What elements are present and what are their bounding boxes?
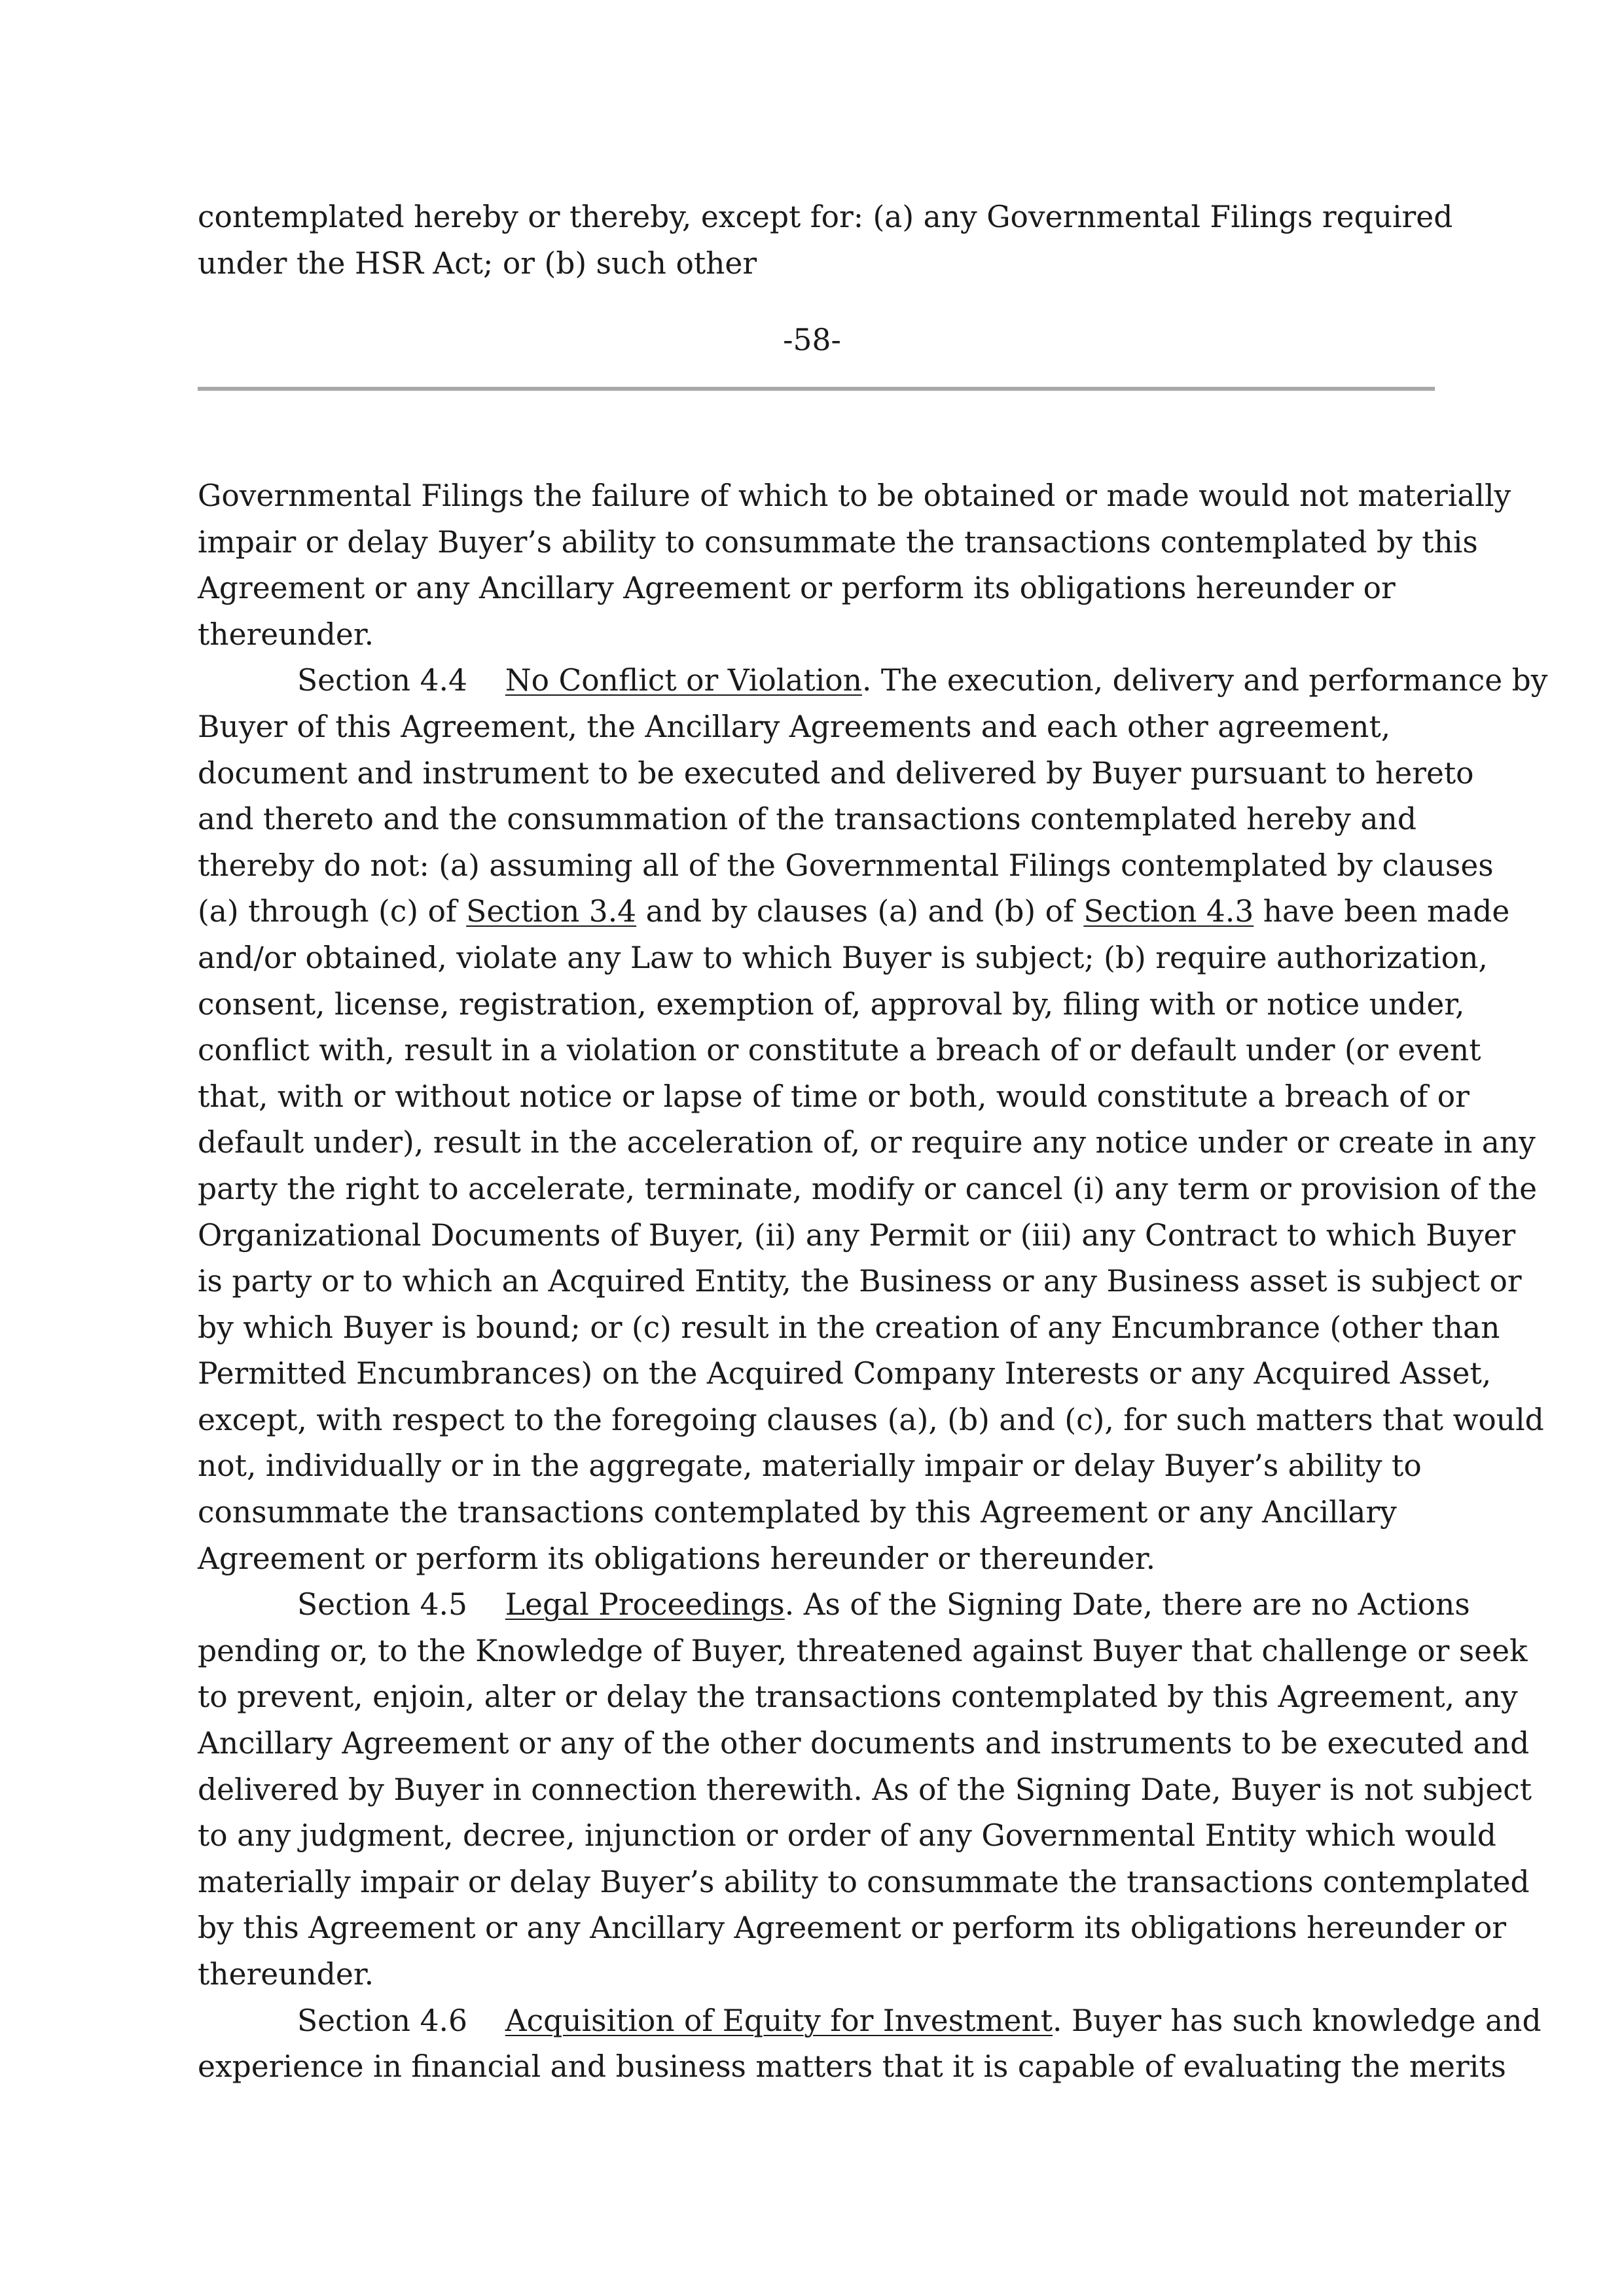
section-number: Section 4.4 <box>297 663 467 698</box>
section-4-3-link[interactable]: Section 4.3 <box>1083 894 1254 929</box>
text-line: consent, license, registration, exemption of, approval by, filing with or notice under, <box>198 986 1465 1022</box>
text-line: is party or to which an Acquired Entity, the Business or any Business asset is subject or <box>198 1264 1522 1299</box>
text-line: Agreement or any Ancillary Agreement or perform its obligations hereunder or <box>198 571 1396 606</box>
text-line: by which Buyer is bound; or (c) result in the creation of any Encumbrance (other than <box>198 1310 1500 1345</box>
text-line: impair or delay Buyer’s ability to consummate the transactions contemplated by this <box>198 524 1478 560</box>
section-4-5-paragraph <box>198 1582 1532 1998</box>
text-fragment: (a) through (c) of <box>198 894 467 929</box>
text-fragment: have been made <box>1254 894 1510 929</box>
text-line: thereunder. <box>198 1957 374 1992</box>
text-line: by this Agreement or any Ancillary Agreement or perform its obligations hereunder or <box>198 1910 1507 1946</box>
text-line: Permitted Encumbrances) on the Acquired Company Interests or any Acquired Asset, <box>198 1356 1492 1391</box>
section-number: Section 4.5 <box>297 1587 467 1623</box>
text-line: default under), result in the acceleration of, or require any notice under or create in any <box>198 1125 1536 1160</box>
text-line: Agreement or perform its obligations hereunder or thereunder. <box>198 1541 1156 1576</box>
text-line: thereunder. <box>198 617 374 652</box>
section-title: Acquisition of Equity for Investment <box>505 2003 1053 2038</box>
text-line: contemplated hereby or thereby, except for: (a) any Governmental Filings required <box>198 200 1453 234</box>
section-4-4-paragraph <box>198 658 1548 1582</box>
section-heading-line <box>198 1998 1542 2045</box>
text-line: pending or, to the Knowledge of Buyer, threatened against Buyer that challenge or seek <box>198 1633 1528 1668</box>
section-3-4-link[interactable]: Section 3.4 <box>466 894 637 929</box>
text-line: thereby do not: (a) assuming all of the Governmental Filings contemplated by clauses <box>198 848 1494 883</box>
section-text: . Buyer has such knowledge and <box>1053 2003 1542 2038</box>
section-title: No Conflict or Violation <box>505 663 862 698</box>
text-line: consummate the transactions contemplated by this Agreement or any Ancillary <box>198 1495 1397 1530</box>
text-line: except, with respect to the foregoing clauses (a), (b) and (c), for such matters that would <box>198 1402 1544 1437</box>
section-title: Legal Proceedings <box>505 1587 785 1623</box>
text-line: Buyer of this Agreement, the Ancillary Agreements and each other agreement, <box>198 709 1391 744</box>
previous-page-tail <box>198 194 1453 287</box>
section-text: . The execution, delivery and performance by <box>861 663 1548 698</box>
text-line: Ancillary Agreement or any of the other documents and instruments to be executed and <box>198 1726 1530 1761</box>
section-text: . As of the Signing Date, there are no Actions <box>784 1587 1470 1623</box>
text-line: not, individually or in the aggregate, materially impair or delay Buyer’s ability to <box>198 1448 1422 1484</box>
text-line: and/or obtained, violate any Law to which Buyer is subject; (b) require authorization, <box>198 940 1488 975</box>
section-number: Section 4.6 <box>297 2003 467 2038</box>
text-fragment: and by clauses (a) and (b) of <box>636 894 1084 929</box>
text-line: under the HSR Act; or (b) such other <box>198 245 757 281</box>
continuation-paragraph <box>198 473 1511 658</box>
text-line: Organizational Documents of Buyer, (ii) any Permit or (iii) any Contract to which Buyer <box>198 1217 1516 1253</box>
text-line <box>198 889 1510 935</box>
page-number: -58- <box>783 323 841 357</box>
text-line: Governmental Filings the failure of which to be obtained or made would not materially <box>198 478 1511 513</box>
text-line: party the right to accelerate, terminate, modify or cancel (i) any term or provision of the <box>198 1171 1538 1206</box>
text-line: delivered by Buyer in connection therewith. As of the Signing Date, Buyer is not subject <box>198 1772 1532 1807</box>
text-line: materially impair or delay Buyer’s ability to consummate the transactions contemplated <box>198 1864 1530 1899</box>
text-line: to prevent, enjoin, alter or delay the transactions contemplated by this Agreement, any <box>198 1679 1518 1715</box>
text-line: and thereto and the consummation of the transactions contemplated hereby and <box>198 802 1416 837</box>
section-4-6-paragraph <box>198 1998 1542 2090</box>
text-line: that, with or without notice or lapse of time or both, would constitute a breach of or <box>198 1079 1470 1114</box>
section-heading-line <box>198 1582 1470 1628</box>
page-body <box>198 473 1548 2090</box>
text-line: experience in financial and business matters that it is capable of evaluating the merits <box>198 2049 1506 2085</box>
page-break-rule <box>198 387 1435 391</box>
text-line: to any judgment, decree, injunction or order of any Governmental Entity which would <box>198 1818 1496 1854</box>
section-heading-line <box>198 658 1548 704</box>
text-line: document and instrument to be executed and delivered by Buyer pursuant to hereto <box>198 755 1474 791</box>
text-line: conflict with, result in a violation or constitute a breach of or default under (or event <box>198 1033 1481 1068</box>
